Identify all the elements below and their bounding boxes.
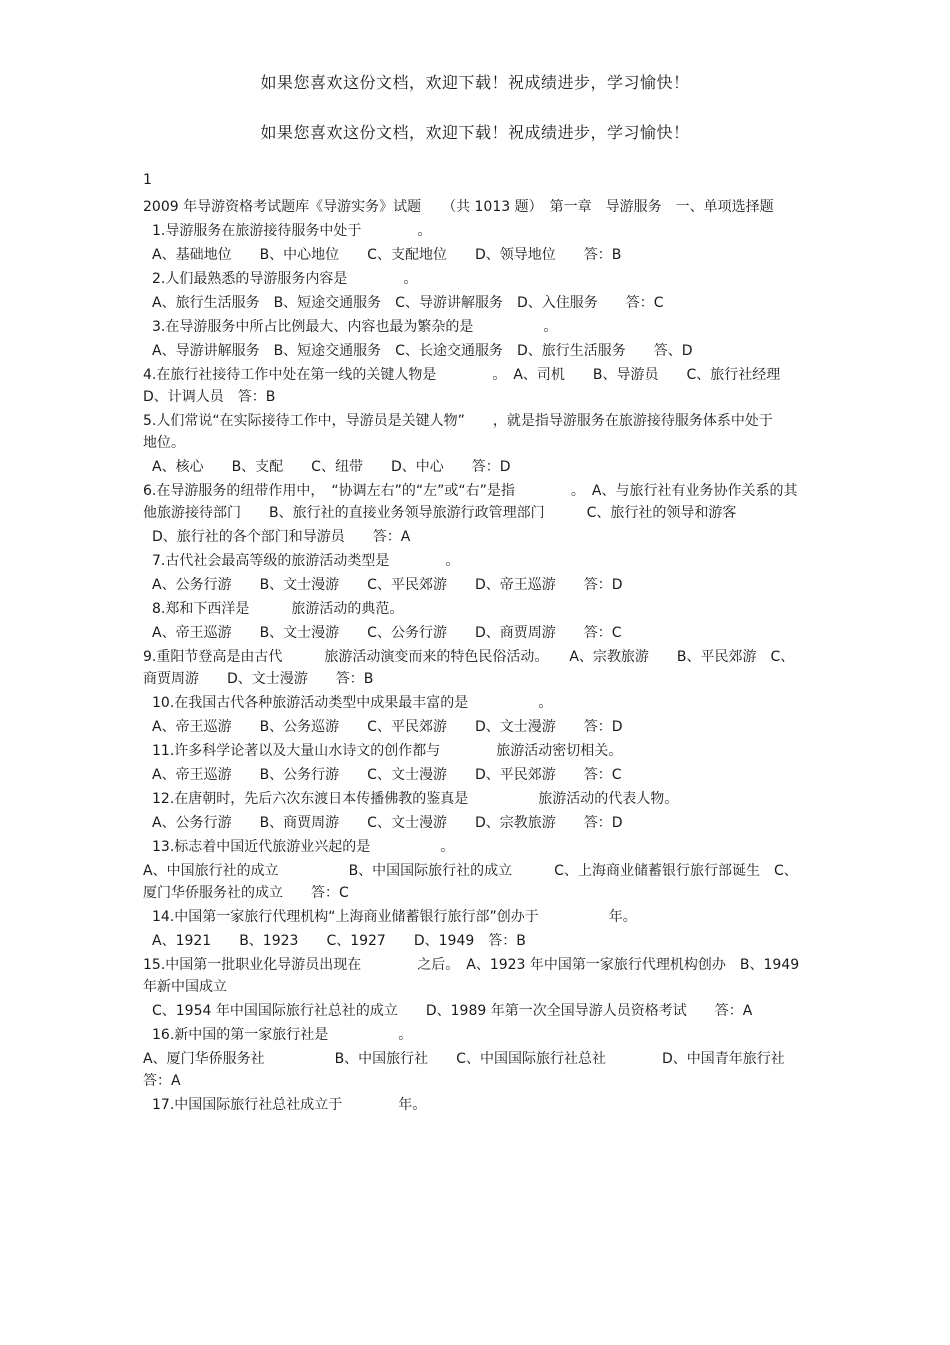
answer-options: A、导游讲解服务 B、短途交通服务 C、长途交通服务 D、旅行生活服务 答、D [152,343,693,359]
document-title-line: 2009 年导游资格考试题库《导游实务》试题 （共 1013 题） 第一章 导游服务 一、单项选择题 [143,199,774,215]
page-number: 1 [143,172,152,188]
question-text: 9.重阳节登高是由古代 旅游活动演变而来的特色民俗活动。 A、宗教旅游 B、平民郊游 C、商贾周游 D、文士漫游 答：B [143,649,795,687]
answer-options: A、厦门华侨服务社 B、中国旅行社 C、中国国际旅行社总社 D、中国青年旅行社 答：A [143,1051,799,1089]
answer-options: A、公务行游 B、商贾周游 C、文士漫游 D、宗教旅游 答：D [152,815,623,831]
question-text: 6.在导游服务的纽带作用中， “协调左右”的“左”或“右”是指 。 A、与旅行社有业务协作关系的其他旅游接待部门 B、旅行社的直接业务领导旅游行政管理部门 C、旅行社的领导和游客 [143,483,798,521]
answer-options: A、旅行生活服务 B、短途交通服务 C、导游讲解服务 D、入住服务 答：C [152,295,664,311]
question-text: 13.标志着中国近代旅游业兴起的是 。 [152,839,455,855]
answer-options: A、帝王巡游 B、公务行游 C、文士漫游 D、平民郊游 答：C [152,767,622,783]
question-text: 15.中国第一批职业化导游员出现在 之后。 A、1923 年中国第一家旅行代理机构创办 B、1949 年新中国成立 [143,957,800,995]
answer-options: A、公务行游 B、文士漫游 C、平民郊游 D、帝王巡游 答：D [152,577,623,593]
answer-options: A、基础地位 B、中心地位 C、支配地位 D、领导地位 答：B [152,247,622,263]
answer-options: A、1921 B、1923 C、1927 D、1949 答：B [152,933,526,949]
answer-options: A、核心 B、支配 C、纽带 D、中心 答：D [152,459,511,475]
question-text: 16.新中国的第一家旅行社是 。 [152,1027,413,1043]
question-text: 7.古代社会最高等级的旅游活动类型是 。 [152,553,460,569]
question-text: 3.在导游服务中所占比例最大、内容也最为繁杂的是 。 [152,319,558,335]
question-text: 4.在旅行社接待工作中处在第一线的关键人物是 。 A、司机 B、导游员 C、旅行社经理 D、计调人员 答：B [143,367,795,405]
answer-options: A、中国旅行社的成立 B、中国国际旅行社的成立 C、上海商业储蓄银行旅行部诞生 C、厦门华侨服务社的成立 答：C [143,863,798,901]
question-text: 11.许多科学论著以及大量山水诗文的创作都与 旅游活动密切相关。 [152,743,623,759]
question-text: 1.导游服务在旅游接待服务中处于 。 [152,223,432,239]
question-text: 5.人们常说“在实际接待工作中，导游员是关键人物” ，就是指导游服务在旅游接待服务体系中处于 地位。 [143,413,801,451]
answer-options: C、1954 年中国国际旅行社总社的成立 D、1989 年第一次全国导游人员资格考试 答：A [152,1003,753,1019]
header-line-1: 如果您喜欢这份文档，欢迎下载！祝成绩进步，学习愉快！ [260,73,690,92]
question-text: 12.在唐朝时，先后六次东渡日本传播佛教的鉴真是 旅游活动的代表人物。 [152,791,679,807]
answer-options: A、帝王巡游 B、公务巡游 C、平民郊游 D、文士漫游 答：D [152,719,623,735]
question-list [143,196,805,1116]
question-text: 8.郑和下西洋是 旅游活动的典范。 [152,601,404,617]
question-text: 14.中国第一家旅行代理机构“上海商业储蓄银行旅行部”创办于 年。 [152,909,637,925]
question-text: 2.人们最熟悉的导游服务内容是 。 [152,271,418,287]
answer-options: A、帝王巡游 B、文士漫游 C、公务行游 D、商贾周游 答：C [152,625,622,641]
answer-options: D、旅行社的各个部门和导游员 答：A [152,529,411,545]
question-text: 10.在我国古代各种旅游活动类型中成果最丰富的是 。 [152,695,553,711]
header-line-2: 如果您喜欢这份文档，欢迎下载！祝成绩进步，学习愉快！ [260,123,690,142]
question-text: 17.中国国际旅行社总社成立于 年。 [152,1097,427,1113]
